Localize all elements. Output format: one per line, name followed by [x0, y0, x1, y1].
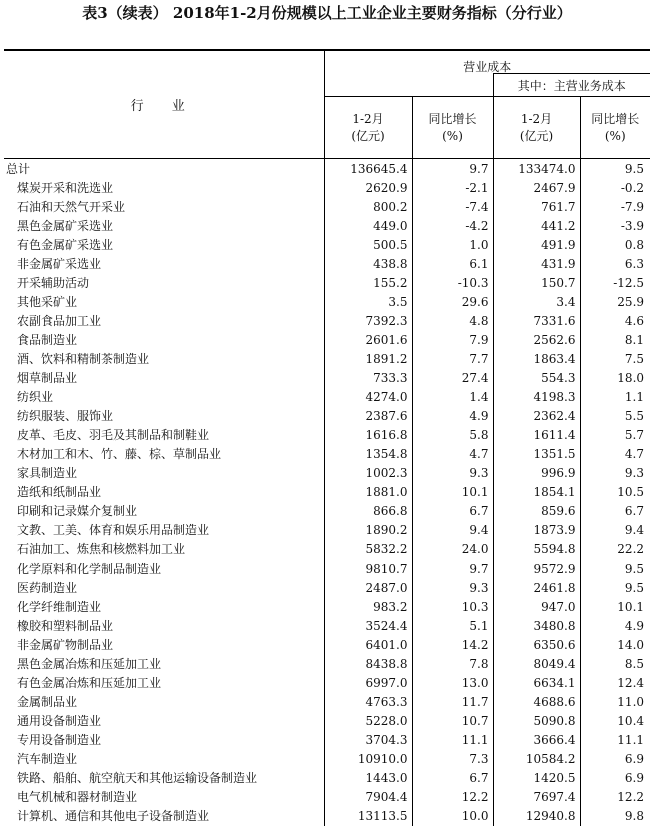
- main-cost-growth-cell: 9.5: [580, 159, 650, 179]
- table-row: [4, 692, 650, 711]
- table-row: [4, 369, 650, 388]
- main-cost-amount-cell: 2562.6: [493, 330, 580, 349]
- main-cost-amount-cell: 1873.9: [493, 521, 580, 540]
- cost-amount-cell: 13113.5: [324, 807, 412, 826]
- main-cost-growth-cell: 12.4: [580, 673, 650, 692]
- main-cost-growth-cell: 4.7: [580, 445, 650, 464]
- industry-name: 文教、工美、体育和娱乐用品制造业: [17, 523, 210, 538]
- table-row: [4, 445, 650, 464]
- cost-amount-cell: 1881.0: [324, 483, 412, 502]
- main-cost-amount-cell: 7697.4: [493, 788, 580, 807]
- main-cost-growth-cell: 10.5: [580, 483, 650, 502]
- main-cost-growth-cell: 8.1: [580, 330, 650, 349]
- industry-name: 造纸和纸制品业: [17, 485, 102, 500]
- industry-name: 黑色金属矿采选业: [17, 218, 114, 233]
- cost-growth-cell: 7.3: [412, 749, 493, 768]
- main-cost-growth-cell: 4.9: [580, 616, 650, 635]
- cost-growth-label: 同比增长: [428, 111, 477, 126]
- cost-growth-cell: 9.3: [412, 578, 493, 597]
- main-cost-amount-cell: 150.7: [493, 273, 580, 292]
- cost-amount-cell: 3.5: [324, 292, 412, 311]
- cost-growth-cell: 13.0: [412, 673, 493, 692]
- table-row: [4, 388, 650, 407]
- main-cost-growth-cell: 9.4: [580, 521, 650, 540]
- cost-growth-cell: 4.7: [412, 445, 493, 464]
- cost-amount-cell: 2387.6: [324, 407, 412, 426]
- main-cost-growth-label: 同比增长: [591, 111, 640, 126]
- cost-amount-cell: 2487.0: [324, 578, 412, 597]
- industry-name: 农副食品加工业: [17, 313, 102, 328]
- table-row: [4, 178, 650, 197]
- cost-growth-cell: -2.1: [412, 178, 493, 197]
- main-cost-amount-cell: 1351.5: [493, 445, 580, 464]
- main-cost-amount-cell: 4198.3: [493, 388, 580, 407]
- operating-cost-label: 营业成本: [463, 59, 512, 74]
- table-row: [4, 654, 650, 673]
- industry-name: 计算机、通信和其他电子设备制造业: [17, 809, 210, 824]
- cost-amount-cell: 155.2: [324, 273, 412, 292]
- table-row: [4, 578, 650, 597]
- cost-amount-cell: 866.8: [324, 502, 412, 521]
- industry-name: 医药制造业: [17, 580, 78, 595]
- cost-amount-cell: 1443.0: [324, 769, 412, 788]
- industry-name: 非金属矿物制品业: [17, 637, 114, 652]
- cost-growth-cell: 5.8: [412, 426, 493, 445]
- table-row: [4, 597, 650, 616]
- cost-growth-cell: 1.4: [412, 388, 493, 407]
- cost-amount-cell: 10910.0: [324, 749, 412, 768]
- main-cost-amount-cell: 1854.1: [493, 483, 580, 502]
- cost-growth-cell: 4.9: [412, 407, 493, 426]
- main-cost-amount-cell: 6634.1: [493, 673, 580, 692]
- industry-name: 食品制造业: [17, 332, 78, 347]
- financial-indicators-table: [4, 49, 650, 826]
- main-cost-growth-cell: 5.5: [580, 407, 650, 426]
- industry-name: 化学纤维制造业: [17, 599, 102, 614]
- main-cost-amount-cell: 431.9: [493, 254, 580, 273]
- industry-name: 煤炭开采和洗选业: [17, 180, 114, 195]
- cost-amount-cell: 449.0: [324, 216, 412, 235]
- table-row: [4, 254, 650, 273]
- table-row: [4, 788, 650, 807]
- cost-amount-cell: 3704.3: [324, 730, 412, 749]
- main-cost-growth-cell: 9.5: [580, 559, 650, 578]
- cost-amount-cell: 7392.3: [324, 311, 412, 330]
- main-cost-amount-cell: 5594.8: [493, 540, 580, 559]
- industry-name: 开采辅助活动: [17, 275, 90, 290]
- main-cost-growth-cell: 6.9: [580, 749, 650, 768]
- cost-amount-cell: 500.5: [324, 235, 412, 254]
- main-cost-amount-cell: 12940.8: [493, 807, 580, 826]
- main-cost-amount-cell: 3480.8: [493, 616, 580, 635]
- cost-amount-cell: 1002.3: [324, 464, 412, 483]
- main-cost-growth-cell: 9.3: [580, 464, 650, 483]
- industry-name: 电气机械和器材制造业: [17, 790, 138, 805]
- table-body: [4, 159, 650, 826]
- industry-name: 汽车制造业: [17, 751, 78, 766]
- table-row: [4, 769, 650, 788]
- cost-growth-cell: 9.7: [412, 559, 493, 578]
- cost-amount-cell: 983.2: [324, 597, 412, 616]
- main-cost-amount-cell: 1863.4: [493, 349, 580, 368]
- cost-growth-cell: 29.6: [412, 292, 493, 311]
- industry-name: 纺织业: [17, 390, 54, 405]
- table-row: [4, 235, 650, 254]
- table-row: [4, 216, 650, 235]
- industry-column-header: 行 业: [4, 50, 324, 159]
- main-cost-growth-unit: (%): [604, 128, 626, 143]
- header-spacer: [324, 74, 493, 97]
- main-cost-amount-cell: 761.7: [493, 197, 580, 216]
- main-cost-amount-cell: 2467.9: [493, 178, 580, 197]
- industry-name: 黑色金属冶炼和压延加工业: [17, 656, 162, 671]
- cost-amount-cell: 3524.4: [324, 616, 412, 635]
- cost-amount-cell: 6997.0: [324, 673, 412, 692]
- main-cost-growth-cell: -0.2: [580, 178, 650, 197]
- main-cost-growth-cell: 11.1: [580, 730, 650, 749]
- industry-name: 有色金属矿采选业: [17, 237, 114, 252]
- cost-growth-cell: 7.9: [412, 330, 493, 349]
- table-row: [4, 749, 650, 768]
- table-row: [4, 502, 650, 521]
- table-row: [4, 426, 650, 445]
- main-cost-growth-cell: 25.9: [580, 292, 650, 311]
- cost-amount-cell: 1616.8: [324, 426, 412, 445]
- table-header: [4, 50, 650, 159]
- main-cost-amount-cell: 441.2: [493, 216, 580, 235]
- industry-name: 金属制品业: [17, 694, 78, 709]
- cost-growth-cell: 24.0: [412, 540, 493, 559]
- cost-amount-cell: 1890.2: [324, 521, 412, 540]
- main-cost-growth-cell: 9.8: [580, 807, 650, 826]
- cost-amount-period: 1-2月: [352, 111, 384, 126]
- industry-name: 石油加工、炼焦和核燃料加工业: [17, 542, 186, 557]
- cost-amount-cell: 7904.4: [324, 788, 412, 807]
- cost-amount-cell: 1891.2: [324, 349, 412, 368]
- table-row: [4, 464, 650, 483]
- cost-growth-cell: 11.7: [412, 692, 493, 711]
- main-cost-amount-cell: 3.4: [493, 292, 580, 311]
- cost-amount-cell: 800.2: [324, 197, 412, 216]
- main-cost-growth-cell: -12.5: [580, 273, 650, 292]
- table-row: [4, 635, 650, 654]
- main-cost-growth-cell: 10.1: [580, 597, 650, 616]
- main-cost-amount-cell: 859.6: [493, 502, 580, 521]
- main-cost-growth-cell: -7.9: [580, 197, 650, 216]
- main-cost-growth-cell: 6.3: [580, 254, 650, 273]
- table-row: [4, 407, 650, 426]
- cost-growth-cell: 6.7: [412, 502, 493, 521]
- main-business-cost-group-header: 其中：主营业务成本: [493, 74, 650, 97]
- main-cost-amount-cell: 9572.9: [493, 559, 580, 578]
- cost-amount-cell: 438.8: [324, 254, 412, 273]
- cost-amount-cell: 2601.6: [324, 330, 412, 349]
- main-cost-amount-cell: 4688.6: [493, 692, 580, 711]
- cost-amount-cell: 9810.7: [324, 559, 412, 578]
- table-row: [4, 711, 650, 730]
- table-row: [4, 311, 650, 330]
- main-cost-amount-column-header: [493, 97, 580, 159]
- cost-growth-cell: 10.1: [412, 483, 493, 502]
- main-cost-growth-cell: 9.5: [580, 578, 650, 597]
- cost-growth-cell: 27.4: [412, 369, 493, 388]
- industry-name: 通用设备制造业: [17, 713, 102, 728]
- table-row: [4, 807, 650, 826]
- industry-name: 皮革、毛皮、羽毛及其制品和制鞋业: [17, 428, 210, 443]
- cost-amount-cell: 5832.2: [324, 540, 412, 559]
- industry-name: 石油和天然气开采业: [17, 199, 126, 214]
- cost-amount-column-header: [324, 97, 412, 159]
- main-cost-amount-cell: 133474.0: [493, 159, 580, 179]
- main-cost-growth-cell: 18.0: [580, 369, 650, 388]
- industry-name: 橡胶和塑料制品业: [17, 618, 114, 633]
- industry-name: 其他采矿业: [17, 294, 78, 309]
- main-cost-amount-cell: 5090.8: [493, 711, 580, 730]
- table-row: [4, 273, 650, 292]
- table-row: [4, 521, 650, 540]
- industry-name: 烟草制品业: [17, 371, 78, 386]
- main-cost-amount-cell: 10584.2: [493, 749, 580, 768]
- cost-growth-cell: 14.2: [412, 635, 493, 654]
- cost-growth-cell: 6.7: [412, 769, 493, 788]
- table-row: [4, 616, 650, 635]
- cost-growth-cell: 4.8: [412, 311, 493, 330]
- main-cost-growth-column-header: [580, 97, 650, 159]
- operating-cost-group-header: [324, 50, 650, 74]
- industry-name: 有色金属冶炼和压延加工业: [17, 675, 162, 690]
- main-cost-growth-cell: 11.0: [580, 692, 650, 711]
- cost-growth-cell: 6.1: [412, 254, 493, 273]
- cost-amount-cell: 4274.0: [324, 388, 412, 407]
- cost-growth-cell: 9.3: [412, 464, 493, 483]
- cost-amount-cell: 2620.9: [324, 178, 412, 197]
- cost-amount-cell: 1354.8: [324, 445, 412, 464]
- table-row: [4, 349, 650, 368]
- main-cost-growth-cell: 10.4: [580, 711, 650, 730]
- cost-amount-cell: 8438.8: [324, 654, 412, 673]
- table-row: [4, 540, 650, 559]
- cost-growth-cell: 11.1: [412, 730, 493, 749]
- industry-name: 木材加工和木、竹、藤、棕、草制品业: [17, 447, 222, 462]
- cost-amount-cell: 6401.0: [324, 635, 412, 654]
- main-cost-growth-cell: -3.9: [580, 216, 650, 235]
- table-row: [4, 673, 650, 692]
- main-cost-growth-cell: 1.1: [580, 388, 650, 407]
- table-row: [4, 197, 650, 216]
- table-row: [4, 159, 650, 179]
- cost-growth-cell: 1.0: [412, 235, 493, 254]
- industry-name: 纺织服装、服饰业: [17, 409, 114, 424]
- table-row: [4, 483, 650, 502]
- main-cost-growth-cell: 14.0: [580, 635, 650, 654]
- table-row: [4, 730, 650, 749]
- main-cost-amount-cell: 3666.4: [493, 730, 580, 749]
- cost-growth-cell: 10.7: [412, 711, 493, 730]
- main-cost-amount-cell: 2461.8: [493, 578, 580, 597]
- cost-growth-cell: -7.4: [412, 197, 493, 216]
- table-title: 表3（续表） 2018年1-2月份规模以上工业企业主要财务指标（分行业）: [82, 4, 572, 22]
- table-row: [4, 330, 650, 349]
- table-row: [4, 559, 650, 578]
- main-cost-growth-cell: 7.5: [580, 349, 650, 368]
- cost-growth-cell: 5.1: [412, 616, 493, 635]
- main-cost-amount-cell: 6350.6: [493, 635, 580, 654]
- main-cost-growth-cell: 0.8: [580, 235, 650, 254]
- main-cost-growth-cell: 5.7: [580, 426, 650, 445]
- main-cost-amount-cell: 996.9: [493, 464, 580, 483]
- cost-growth-cell: 10.3: [412, 597, 493, 616]
- cost-growth-cell: -4.2: [412, 216, 493, 235]
- industry-name: 非金属矿采选业: [17, 256, 102, 271]
- industry-name: 总计: [6, 161, 31, 176]
- industry-name: 铁路、船舶、航空航天和其他运输设备制造业: [17, 771, 258, 786]
- cost-growth-column-header: [412, 97, 493, 159]
- industry-name: 家具制造业: [17, 466, 78, 481]
- cost-amount-unit: (亿元): [351, 128, 385, 143]
- cost-growth-cell: 10.0: [412, 807, 493, 826]
- main-cost-growth-cell: 6.7: [580, 502, 650, 521]
- main-cost-amount-cell: 1611.4: [493, 426, 580, 445]
- main-cost-amount-cell: 554.3: [493, 369, 580, 388]
- cost-growth-cell: 7.7: [412, 349, 493, 368]
- main-cost-amount-cell: 8049.4: [493, 654, 580, 673]
- main-cost-amount-cell: 1420.5: [493, 769, 580, 788]
- cost-amount-cell: 136645.4: [324, 159, 412, 179]
- main-cost-growth-cell: 4.6: [580, 311, 650, 330]
- industry-name: 专用设备制造业: [17, 732, 102, 747]
- cost-growth-unit: (%): [442, 128, 463, 143]
- cost-amount-cell: 4763.3: [324, 692, 412, 711]
- main-cost-growth-cell: 12.2: [580, 788, 650, 807]
- main-cost-amount-cell: 947.0: [493, 597, 580, 616]
- main-cost-growth-cell: 6.9: [580, 769, 650, 788]
- cost-growth-cell: 12.2: [412, 788, 493, 807]
- main-cost-amount-cell: 491.9: [493, 235, 580, 254]
- table-row: [4, 292, 650, 311]
- industry-name: 化学原料和化学制品制造业: [17, 561, 162, 576]
- industry-name: 印刷和记录媒介复制业: [17, 504, 138, 519]
- main-cost-growth-cell: 22.2: [580, 540, 650, 559]
- cost-growth-cell: 7.8: [412, 654, 493, 673]
- cost-amount-cell: 5228.0: [324, 711, 412, 730]
- main-cost-amount-period: 1-2月: [520, 111, 553, 126]
- industry-name: 酒、饮料和精制茶制造业: [17, 351, 150, 366]
- cost-growth-cell: 9.4: [412, 521, 493, 540]
- main-cost-amount-cell: 7331.6: [493, 311, 580, 330]
- main-cost-amount-cell: 2362.4: [493, 407, 580, 426]
- main-cost-amount-unit: (亿元): [519, 128, 554, 143]
- main-cost-growth-cell: 8.5: [580, 654, 650, 673]
- cost-amount-cell: 733.3: [324, 369, 412, 388]
- cost-growth-cell: 9.7: [412, 159, 493, 179]
- cost-growth-cell: -10.3: [412, 273, 493, 292]
